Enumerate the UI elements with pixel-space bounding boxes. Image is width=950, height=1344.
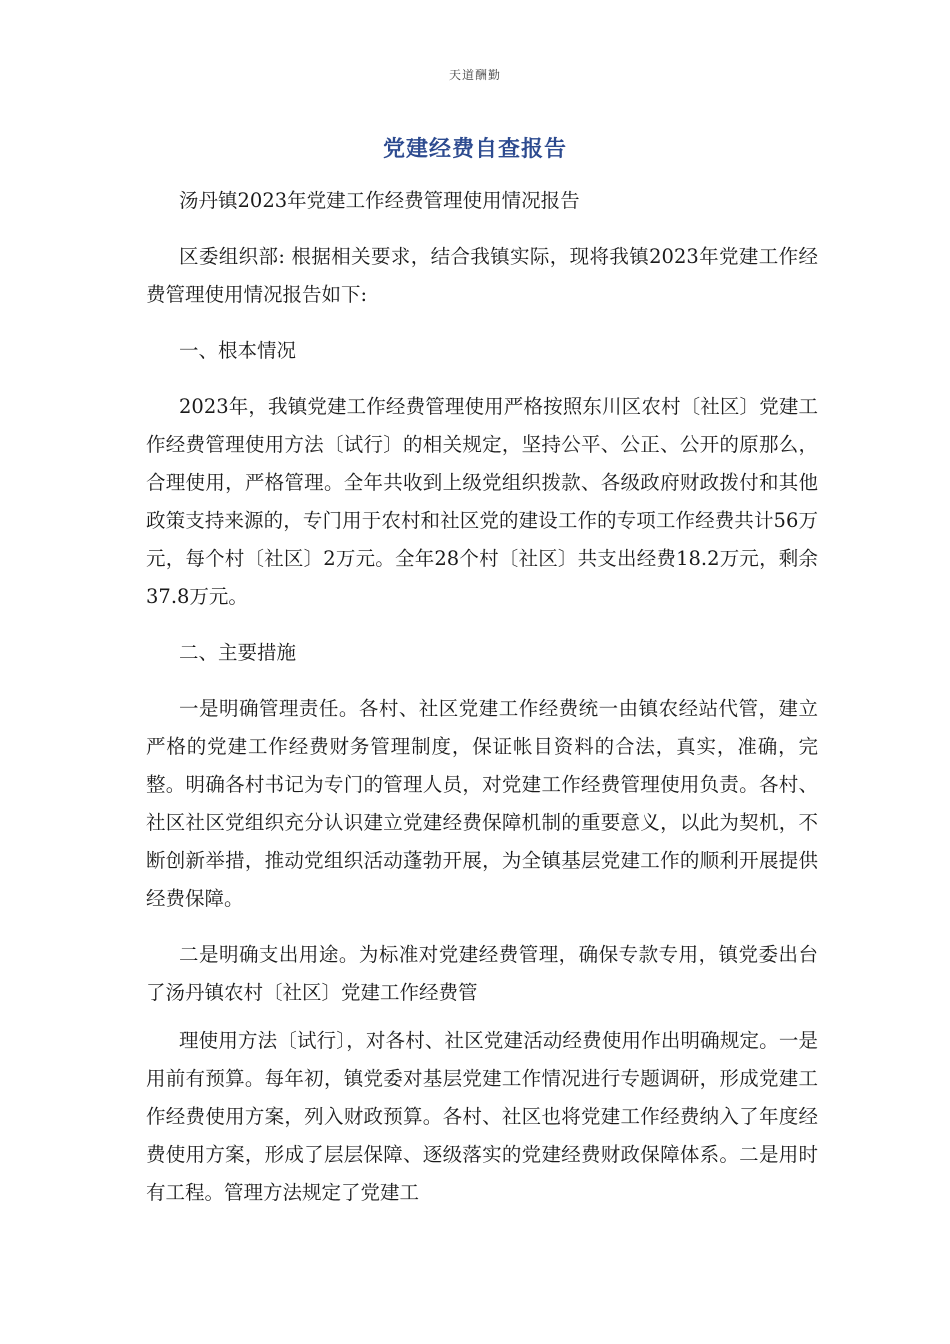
section-heading-2: 二、主要措施 [179,641,297,664]
section-heading-1: 一、根本情况 [179,339,297,362]
header-mark: 天道酬勤 [448,68,501,82]
subtitle-paragraph: 汤丹镇2023年党建工作经费管理使用情况报告 [179,189,580,212]
page-title: 党建经费自查报告 [382,137,567,162]
body-paragraph: 一是明确管理责任。各村、社区党建工作经费统一由镇农经站代管，建立严格的党建工作经费财务管理制度，保证帐目资料的合法，真实，准确，完整。明确各村书记为专门的管理人员，对党建工作经费管理使用负责。各村、社区社区党组织充分认识建立党建经费保障机制的重要意义，以此为契机，不断创新举措，推动党组织活动蓬勃开展，为全镇基层党建工作的顺利开展提供经费保障。 [146,697,818,910]
body-paragraph: 理使用方法〔试行〕，对各村、社区党建活动经费使用作出明确规定。一是用前有预算。每年初，镇党委对基层党建工作情况进行专题调研，形成党建工作经费使用方案，列入财政预算。各村、社区也将党建工作经费纳入了年度经费使用方案，形成了层层保障、逐级落实的党建经费财政保障体系。二是用时有工程。管理方法规定了党建工 [146,1029,818,1204]
body-paragraph: 2023年，我镇党建工作经费管理使用严格按照东川区农村〔社区〕党建工作经费管理使用方法〔试行〕的相关规定，坚持公平、公正、公开的原那么，合理使用，严格管理。全年共收到上级党组织拨款、各级政府财政拨付和其他政策支持来源的，专门用于农村和社区党的建设工作的专项工作经费共计56万元，每个村〔社区〕2万元。全年28个村〔社区〕共支出经费18.2万元，剩余37.8万元。 [146,395,818,608]
salutation-paragraph: 区委组织部: 根据相关要求，结合我镇实际，现将我镇2023年党建工作经费管理使用情况报告如下: [146,245,818,306]
body-paragraph: 二是明确支出用途。为标准对党建经费管理，确保专款专用，镇党委出台了汤丹镇农村〔社区〕党建工作经费管 [146,943,818,1004]
document-body [146,182,818,1230]
